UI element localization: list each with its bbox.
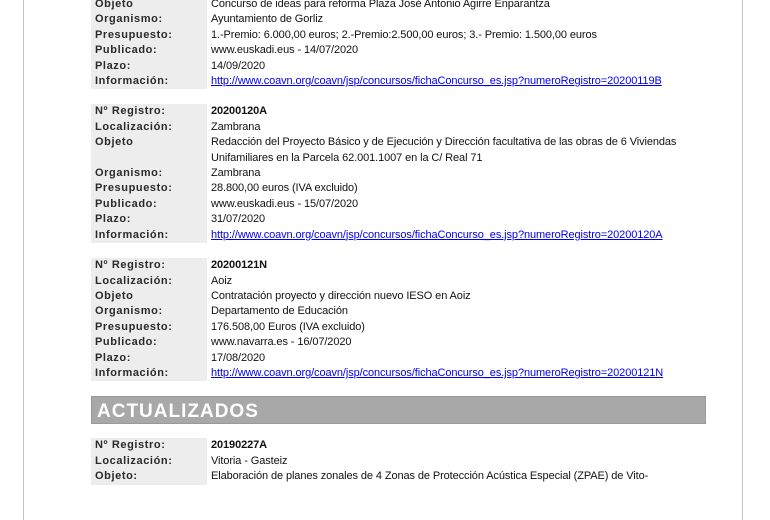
publicado-value: www.euskadi.eus - 15/07/2020 [211,197,359,210]
field-label: Publicado: [91,197,207,212]
registro-value: 20190227A [211,439,267,452]
presupuesto-value: 1.-Premio: 6.000,00 euros; 2.-Premio:2.500,00 euros; 3.- Premio: 1.500,00 euros [211,28,597,41]
field-label: Presupuesto: [91,320,207,335]
objeto-value: Concurso de ideas para reforma Plaza José Antonio Agirre Enparantza [211,0,550,10]
field-label: Objeto [91,289,207,304]
field-row [91,228,706,243]
organismo-value: Zambrana [211,167,261,180]
publicado-value: www.euskadi.eus - 14/07/2020 [211,44,359,57]
organismo-value: Ayuntamiento de Gorliz [211,13,323,26]
field-label: Localización: [91,454,207,469]
field-label: Información: [91,74,207,89]
field-row [91,59,706,74]
field-row [91,454,706,469]
plazo-value: 31/07/2020 [211,213,266,226]
organismo-value: Departamento de Educación [211,305,348,318]
field-label: Organismo: [91,304,207,319]
field-label: Organismo: [91,166,207,181]
objeto-value: Contratación proyecto y dirección nuevo IESO en Aoiz [211,289,471,302]
field-label: Objeto [91,135,207,166]
registro-value: 20200120A [211,105,267,118]
informacion-value [207,74,706,89]
field-label: Localización: [91,120,207,135]
field-row [91,28,706,43]
field-label: Localización: [91,274,207,289]
localizacion-value: Zambrana [211,120,261,133]
contest-entry [91,104,706,243]
registro-value: 20200121N [211,259,267,272]
field-row [91,181,706,196]
field-row [91,74,706,89]
section-header-actualizados: ACTUALIZADOS [91,396,706,424]
field-row [91,43,706,58]
objeto-value: Elaboración de planes zonales de 4 Zonas de Protección Acústica Especial (ZPAE) de Vito- [211,470,649,483]
objeto-value: Redacción del Proyecto Básico y de Ejecución y Dirección facultativa de las obras de 6 Viviendas Unifamiliares en la Parcela 62.001.1007 en la C/ Real 71 [211,136,677,164]
field-row [91,0,706,12]
contest-entry [91,0,706,89]
localizacion-value: Aoiz [211,274,232,287]
informacion-link[interactable]: http://www.coavn.org/coavn/jsp/concursos/fichaConcurso_es.jsp?numeroRegistro=20200120A [211,228,663,241]
field-row [91,335,706,350]
field-row [91,304,706,319]
field-row [91,258,706,273]
field-label: Publicado: [91,43,207,58]
field-label: Información: [91,366,207,381]
field-label: Información: [91,228,207,243]
field-row [91,469,706,484]
field-label: Objeto [91,0,207,12]
localizacion-value: Vitoria - Gasteiz [211,454,288,467]
field-label: Nº Registro: [91,104,207,119]
field-row [91,366,706,381]
presupuesto-value: 28.800,00 euros (IVA excluido) [211,182,358,195]
publicado-value: www.navarra.es - 16/07/2020 [211,336,352,349]
field-label: Presupuesto: [91,181,207,196]
contest-entry [91,438,706,484]
field-label: Presupuesto: [91,28,207,43]
field-row [91,120,706,135]
entry-spacer [91,243,706,258]
field-row [91,135,706,166]
field-row [91,212,706,227]
field-label: Publicado: [91,335,207,350]
field-row [91,320,706,335]
informacion-link[interactable]: http://www.coavn.org/coavn/jsp/concursos/fichaConcurso_es.jsp?numeroRegistro=20200119B [211,75,662,88]
informacion-value [207,228,706,243]
field-row [91,12,706,27]
field-row [91,197,706,212]
field-label: Nº Registro: [91,258,207,273]
contest-listing [91,0,706,485]
presupuesto-value: 176.508,00 Euros (IVA excluido) [211,320,365,333]
plazo-value: 14/09/2020 [211,59,266,72]
field-label: Plazo: [91,351,207,366]
field-row [91,438,706,453]
field-row [91,104,706,119]
field-row [91,166,706,181]
field-label: Objeto: [91,469,207,484]
field-label: Plazo: [91,59,207,74]
contest-entry [91,258,706,381]
informacion-value [207,366,706,381]
field-label: Organismo: [91,12,207,27]
field-row [91,289,706,304]
field-label: Plazo: [91,212,207,227]
plazo-value: 17/08/2020 [211,351,266,364]
informacion-link[interactable]: http://www.coavn.org/coavn/jsp/concursos/fichaConcurso_es.jsp?numeroRegistro=20200121N [211,366,664,379]
field-label: Nº Registro: [91,438,207,453]
entry-spacer [91,89,706,104]
field-row [91,274,706,289]
field-row [91,351,706,366]
